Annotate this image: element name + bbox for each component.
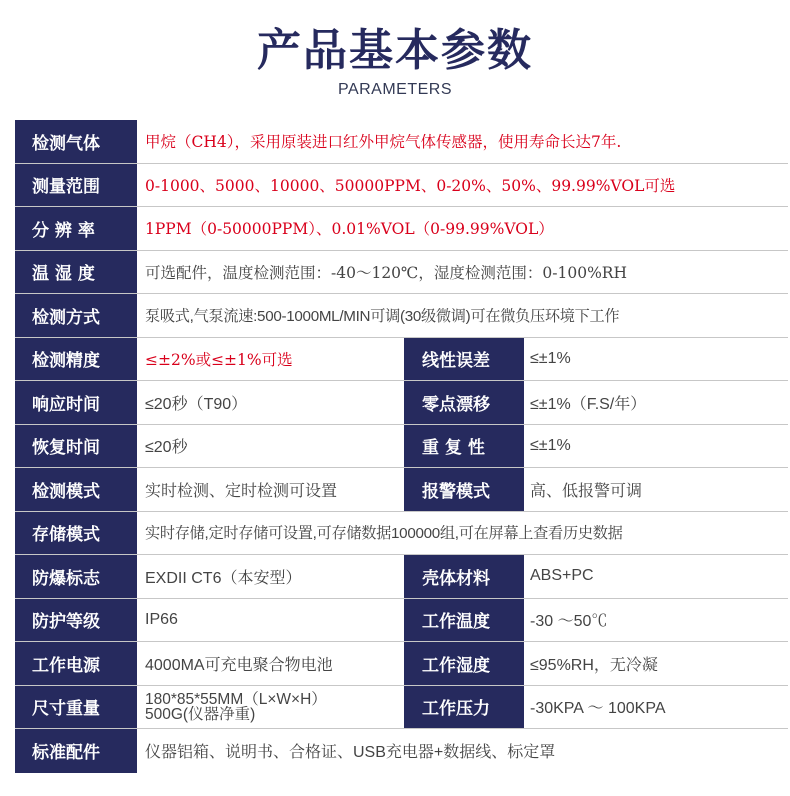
row-label: 检测精度 <box>15 338 137 381</box>
table-row-storage <box>15 512 788 556</box>
row-value-2: 高、低报警可调 <box>530 482 643 500</box>
row-label: 防护等级 <box>15 599 137 642</box>
row-label-2: 工作温度 <box>404 599 524 642</box>
weight-value: 500G(仪器净重) <box>145 705 256 723</box>
table-row-accuracy <box>15 338 788 382</box>
row-value-2: ≤95%RH，无冷凝 <box>530 656 658 674</box>
row-label: 检测模式 <box>15 468 137 511</box>
size-value: 180*85*55MM（L×W×H） <box>145 690 327 708</box>
row-label: 测量范围 <box>15 164 137 207</box>
row-label: 恢复时间 <box>15 425 137 468</box>
row-value-2: -30 ～50℃ <box>530 613 608 631</box>
table-row-range <box>15 164 788 208</box>
row-label-2: 报警模式 <box>404 468 524 511</box>
row-label-2: 壳体材料 <box>404 555 524 598</box>
table-row-accessories <box>15 729 788 773</box>
table-row-explosion-proof <box>15 555 788 599</box>
row-label: 分 辨 率 <box>15 207 137 250</box>
row-label-2: 线性误差 <box>404 338 524 381</box>
row-value-2: ≤±1% <box>530 436 571 454</box>
table-row-protection <box>15 599 788 643</box>
row-value-2: -30KPA ～ 100KPA <box>530 700 666 718</box>
row-value: ≤±2%或≤±1%可选 <box>145 350 293 369</box>
row-label: 工作电源 <box>15 642 137 685</box>
row-label-2: 工作湿度 <box>404 642 524 685</box>
table-row-size-weight <box>15 686 788 730</box>
table-row-power <box>15 642 788 686</box>
table-row-recovery <box>15 425 788 469</box>
row-label: 标准配件 <box>15 729 137 773</box>
row-value <box>145 686 400 729</box>
row-value: ≤20秒（T90） <box>145 395 248 413</box>
row-label: 温 湿 度 <box>15 251 137 294</box>
row-value: 仪器铝箱、说明书、合格证、USB充电器+数据线、标定罩 <box>145 744 556 762</box>
table-row-response <box>15 381 788 425</box>
row-label: 检测方式 <box>15 294 137 337</box>
table-row-mode <box>15 468 788 512</box>
page-header <box>0 0 790 110</box>
row-value: IP66 <box>145 610 178 628</box>
row-value: ≤20秒 <box>145 439 188 457</box>
row-value: 泵吸式,气泵流速:500-1000ML/MIN可调(30级微调)可在微负压环境下工作 <box>145 307 620 325</box>
parameters-table <box>15 120 788 773</box>
row-value: 可选配件，温度检测范围：-40～120℃，湿度检测范围：0-100%RH <box>145 263 627 282</box>
row-label-2: 工作压力 <box>404 686 524 729</box>
row-value-2: ≤±1%（F.S/年） <box>530 395 647 413</box>
table-row-method <box>15 294 788 338</box>
row-label: 防爆标志 <box>15 555 137 598</box>
row-value: 0-1000、5000、10000、50000PPM、0-20%、50%、99.99%VOL可选 <box>145 176 676 195</box>
row-label: 存储模式 <box>15 512 137 555</box>
table-row-temp-humidity <box>15 251 788 295</box>
row-value: 实时检测、定时检测可设置 <box>145 482 338 500</box>
row-value: 4000MA可充电聚合物电池 <box>145 656 333 674</box>
row-value-2: ≤±1% <box>530 349 571 367</box>
row-label-2: 零点漂移 <box>404 381 524 424</box>
row-value: 甲烷（CH4），采用原装进口红外甲烷气体传感器，使用寿命长达7年. <box>145 133 622 152</box>
row-value: 1PPM（0-50000PPM）、0.01%VOL（0-99.99%VOL） <box>145 220 554 239</box>
table-row-resolution <box>15 207 788 251</box>
row-label-2: 重 复 性 <box>404 425 524 468</box>
row-label: 尺寸重量 <box>15 686 137 729</box>
row-label: 响应时间 <box>15 381 137 424</box>
row-value: EXDII CT6（本安型） <box>145 569 302 587</box>
row-label: 检测气体 <box>15 120 137 163</box>
row-value: 实时存储,定时存储可设置,可存储数据100000组,可在屏幕上查看历史数据 <box>145 525 623 543</box>
table-row-gas <box>15 120 788 164</box>
page-subtitle: PARAMETERS <box>337 81 453 98</box>
page-title: 产品基本参数 <box>257 25 533 76</box>
row-value-2: ABS+PC <box>530 567 594 585</box>
